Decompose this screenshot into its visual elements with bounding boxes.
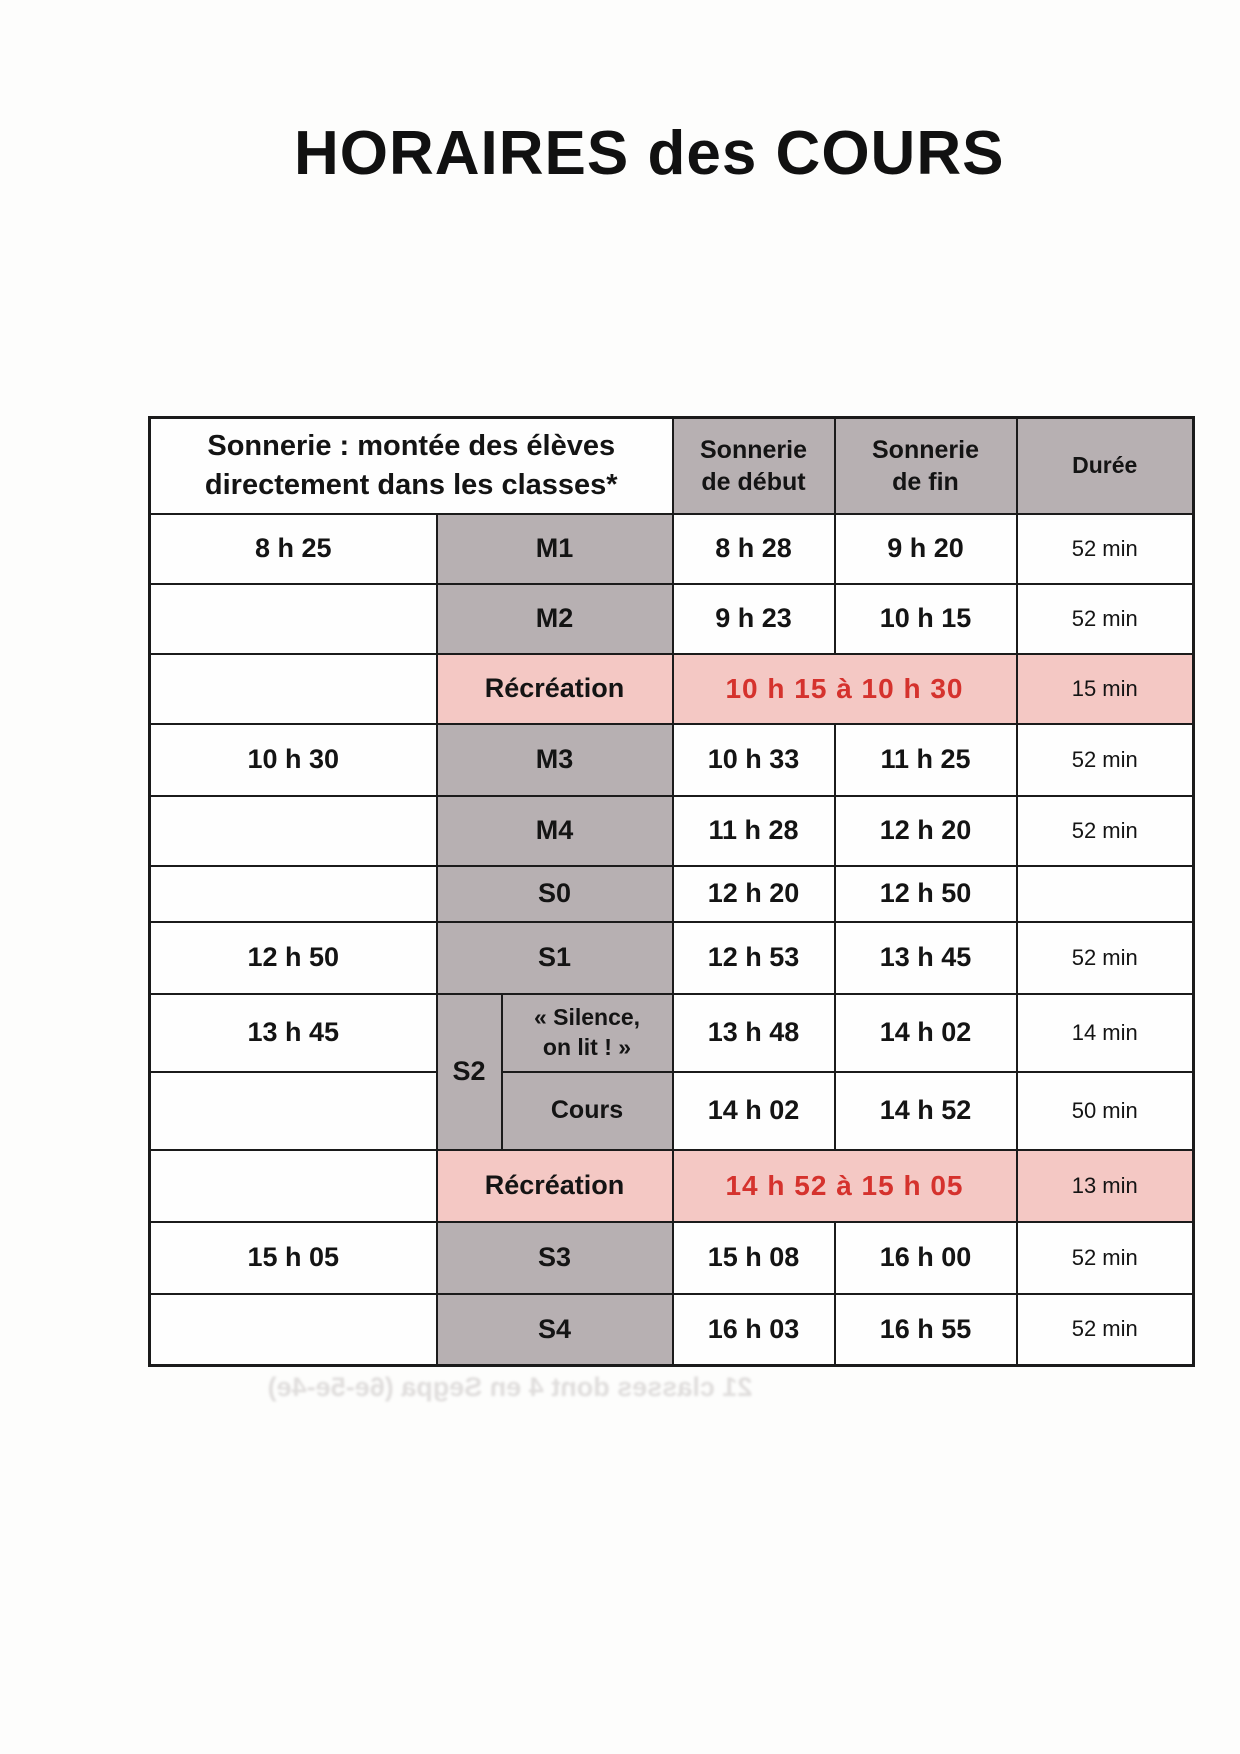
header-start-cell: Sonnerie de début <box>673 418 835 514</box>
s2-cours-label-cell: Cours <box>502 1072 673 1150</box>
header-bell-note-line1: Sonnerie : montée des élèves <box>207 430 616 463</box>
start-time-cell: 12 h 53 <box>673 922 835 994</box>
start-time-cell: 11 h 28 <box>673 796 835 866</box>
table-row-m3 <box>150 724 1194 796</box>
bell-time-cell <box>150 654 437 724</box>
period-label-cell: S0 <box>437 866 673 922</box>
period-label-cell: S1 <box>437 922 673 994</box>
duration-cell: 15 min <box>1017 654 1194 724</box>
bleed-through-text: 21 classes dont 4 en Segpa (6e-5e-4e) <box>267 1372 753 1402</box>
table-row-s2-cours <box>150 1072 1194 1150</box>
bell-time-cell <box>150 866 437 922</box>
recreation-range-cell: 14 h 52 à 15 h 05 <box>673 1150 1017 1222</box>
start-time-cell: 14 h 02 <box>673 1072 835 1150</box>
duration-cell: 52 min <box>1017 1294 1194 1366</box>
table-row-s4 <box>150 1294 1194 1366</box>
period-label-cell: S3 <box>437 1222 673 1294</box>
duration-cell <box>1017 866 1194 922</box>
start-time-cell: 15 h 08 <box>673 1222 835 1294</box>
table-row-s3 <box>150 1222 1194 1294</box>
start-time-cell: 16 h 03 <box>673 1294 835 1366</box>
bell-time-cell <box>150 1294 437 1366</box>
recreation-label-cell: Récréation <box>437 1150 673 1222</box>
period-label-cell: M3 <box>437 724 673 796</box>
recreation-label-cell: Récréation <box>437 654 673 724</box>
bell-time-cell: 15 h 05 <box>150 1222 437 1294</box>
s2-group-cell: S2 <box>437 994 502 1150</box>
end-time-cell: 16 h 55 <box>835 1294 1017 1366</box>
bell-time-cell: 12 h 50 <box>150 922 437 994</box>
end-time-cell: 11 h 25 <box>835 724 1017 796</box>
s2-silence-label-cell: « Silence, on lit ! » <box>502 994 673 1072</box>
header-duration-cell: Durée <box>1017 418 1194 514</box>
start-time-cell: 8 h 28 <box>673 514 835 584</box>
table-row-s2-silence <box>150 994 1194 1072</box>
table-row-recreation2 <box>150 1150 1194 1222</box>
table-row-s1 <box>150 922 1194 994</box>
period-label-cell: M2 <box>437 584 673 654</box>
duration-cell: 52 min <box>1017 514 1194 584</box>
schedule-table <box>148 416 1195 1367</box>
duration-cell: 50 min <box>1017 1072 1194 1150</box>
end-time-cell: 13 h 45 <box>835 922 1017 994</box>
bell-time-cell: 8 h 25 <box>150 514 437 584</box>
duration-cell: 52 min <box>1017 922 1194 994</box>
bell-time-cell: 10 h 30 <box>150 724 437 796</box>
end-time-cell: 9 h 20 <box>835 514 1017 584</box>
duration-cell: 13 min <box>1017 1150 1194 1222</box>
end-time-cell: 16 h 00 <box>835 1222 1017 1294</box>
header-bell-note-line2: directement dans les classes* <box>204 468 618 501</box>
period-label-cell: M1 <box>437 514 673 584</box>
bell-time-cell <box>150 1072 437 1150</box>
end-time-cell: 14 h 02 <box>835 994 1017 1072</box>
start-time-cell: 13 h 48 <box>673 994 835 1072</box>
end-time-cell: 14 h 52 <box>835 1072 1017 1150</box>
bell-time-cell <box>150 1150 437 1222</box>
bell-time-cell: 13 h 45 <box>150 994 437 1072</box>
start-time-cell: 12 h 20 <box>673 866 835 922</box>
bell-time-cell <box>150 796 437 866</box>
table-row-m1 <box>150 514 1194 584</box>
end-time-cell: 12 h 20 <box>835 796 1017 866</box>
period-label-cell: M4 <box>437 796 673 866</box>
header-end-cell: Sonnerie de fin <box>835 418 1017 514</box>
period-label-cell: S4 <box>437 1294 673 1366</box>
end-time-cell: 12 h 50 <box>835 866 1017 922</box>
end-time-cell: 10 h 15 <box>835 584 1017 654</box>
header-bell-note-cell <box>150 418 673 514</box>
duration-cell: 52 min <box>1017 796 1194 866</box>
table-row-m4 <box>150 796 1194 866</box>
bell-time-cell <box>150 584 437 654</box>
start-time-cell: 9 h 23 <box>673 584 835 654</box>
duration-cell: 52 min <box>1017 1222 1194 1294</box>
duration-cell: 14 min <box>1017 994 1194 1072</box>
table-row-recreation1 <box>150 654 1194 724</box>
duration-cell: 52 min <box>1017 724 1194 796</box>
page-title: HORAIRES des COURS <box>294 119 1005 188</box>
table-row-s0 <box>150 866 1194 922</box>
duration-cell: 52 min <box>1017 584 1194 654</box>
recreation-range-cell: 10 h 15 à 10 h 30 <box>673 654 1017 724</box>
start-time-cell: 10 h 33 <box>673 724 835 796</box>
table-row-m2 <box>150 584 1194 654</box>
header-row <box>150 418 1194 514</box>
